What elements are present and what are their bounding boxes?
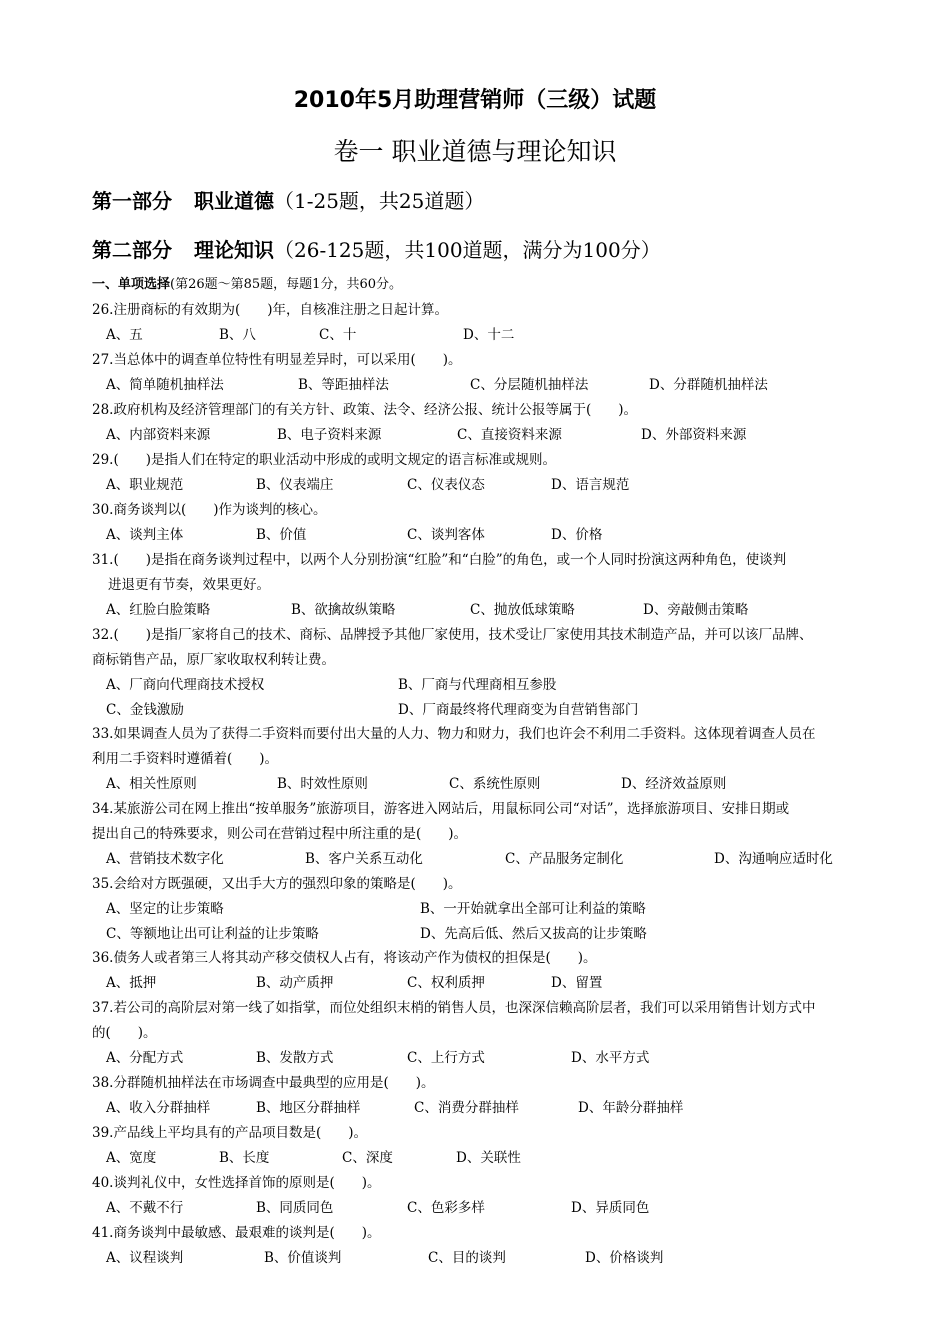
question-text: 35.会给对方既强硬，又出手大方的强烈印象的策略是( )。 bbox=[92, 876, 462, 892]
question-text bbox=[92, 548, 862, 598]
question-text: 39.产品线上平均具有的产品项目数是( )。 bbox=[92, 1125, 368, 1141]
part-one-label: 第一部分 bbox=[92, 189, 172, 213]
option-a: A、议程谈判 bbox=[106, 1250, 184, 1266]
question-text: 27.当总体中的调查单位特性有明显差异时，可以采用( )。 bbox=[92, 352, 462, 368]
part-two-name: 理论知识 bbox=[194, 238, 274, 262]
option-a: A、宽度 bbox=[106, 1150, 157, 1166]
question-line: 37.若公司的高阶层对第一线了如指掌，而位处组织末梢的销售人员，也深深信赖高阶层者，我们可以采用销售计划方式中 bbox=[92, 1000, 816, 1016]
option-b: B、客户关系互动化 bbox=[305, 851, 423, 867]
option-b: B、电子资料来源 bbox=[277, 427, 382, 443]
question-text: 41.商务谈判中最敏感、最艰难的谈判是( )。 bbox=[92, 1225, 381, 1241]
option-c: C、消费分群抽样 bbox=[414, 1100, 519, 1116]
option-b: B、一开始就拿出全部可让利益的策略 bbox=[420, 901, 646, 917]
option-d: D、经济效益原则 bbox=[621, 776, 727, 792]
option-c: C、分层随机抽样法 bbox=[470, 377, 589, 393]
question-text: 30.商务谈判以( )作为谈判的核心。 bbox=[92, 502, 327, 518]
option-d: D、旁敲侧击策略 bbox=[643, 602, 749, 618]
option-b: B、时效性原则 bbox=[277, 776, 368, 792]
option-b: B、动产质押 bbox=[256, 975, 334, 991]
question-text: 29.( )是指人们在特定的职业活动中形成的或明文规定的语言标准或规则。 bbox=[92, 452, 557, 468]
question-line: 34.某旅游公司在网上推出“按单服务”旅游项目，游客进入网站后，用鼠标同公司“对话”，选择旅游项目、安排日期或 bbox=[92, 801, 790, 817]
option-c: C、十 bbox=[319, 327, 357, 343]
option-b: B、等距抽样法 bbox=[298, 377, 389, 393]
question-line-continued: 商标销售产品，原厂家收取权利转让费。 bbox=[92, 652, 335, 668]
option-d: D、厂商最终将代理商变为自营销售部门 bbox=[398, 702, 639, 718]
question-text bbox=[92, 996, 862, 1046]
question-line-continued: 利用二手资料时遵循着( )。 bbox=[92, 751, 279, 767]
option-b: B、欲擒故纵策略 bbox=[291, 602, 396, 618]
option-a: A、相关性原则 bbox=[106, 776, 197, 792]
option-b: B、价值谈判 bbox=[264, 1250, 342, 1266]
exam-title: 2010年5月助理营销师（三级）试题 bbox=[293, 88, 657, 113]
option-a: A、红脸白脸策略 bbox=[106, 602, 211, 618]
question-text bbox=[92, 722, 862, 772]
option-a: A、谈判主体 bbox=[106, 527, 184, 543]
option-d: D、年龄分群抽样 bbox=[578, 1100, 684, 1116]
option-a: A、坚定的让步策略 bbox=[106, 901, 224, 917]
option-c: C、等额地让出可让利益的让步策略 bbox=[106, 926, 319, 942]
option-a: A、抵押 bbox=[106, 975, 157, 991]
section-note: (第26题～第85题，每题1分，共60分。 bbox=[170, 277, 402, 292]
option-b: B、地区分群抽样 bbox=[256, 1100, 361, 1116]
part-two-label: 第二部分 bbox=[92, 238, 172, 262]
option-c: C、权利质押 bbox=[407, 975, 485, 991]
question-text: 40.谈判礼仪中，女性选择首饰的原则是( )。 bbox=[92, 1175, 381, 1191]
option-c: C、抛放低球策略 bbox=[470, 602, 575, 618]
question-text bbox=[92, 623, 862, 673]
option-d: D、价格谈判 bbox=[585, 1250, 664, 1266]
option-c: C、深度 bbox=[342, 1150, 393, 1166]
part-two-range: （26-125题，共100道题，满分为100分） bbox=[274, 238, 661, 262]
option-b: B、价值 bbox=[256, 527, 307, 543]
section-single-choice-heading bbox=[92, 275, 402, 295]
option-a: A、简单随机抽样法 bbox=[106, 377, 224, 393]
option-d: D、异质同色 bbox=[571, 1200, 650, 1216]
part-one-range: （1-25题，共25道题） bbox=[274, 189, 485, 213]
option-d: D、关联性 bbox=[456, 1150, 521, 1166]
question-line-continued: 进退更有节奏，效果更好。 bbox=[108, 577, 270, 593]
question-text: 28.政府机构及经济管理部门的有关方针、政策、法令、经济公报、统计公报等属于( )。 bbox=[92, 402, 638, 418]
option-d: D、先高后低、然后又拔高的让步策略 bbox=[420, 926, 647, 942]
option-d: D、语言规范 bbox=[551, 477, 630, 493]
option-a: A、职业规范 bbox=[106, 477, 184, 493]
question-text: 38.分群随机抽样法在市场调查中最典型的应用是( )。 bbox=[92, 1075, 435, 1091]
part-one-name: 职业道德 bbox=[194, 189, 274, 213]
question-text: 36.债务人或者第三人将其动产移交债权人占有，将该动产作为债权的担保是( )。 bbox=[92, 950, 597, 966]
option-c: C、谈判客体 bbox=[407, 527, 485, 543]
option-c: C、系统性原则 bbox=[449, 776, 541, 792]
option-c: C、产品服务定制化 bbox=[505, 851, 624, 867]
option-d: D、十二 bbox=[463, 327, 515, 343]
question-text: 26.注册商标的有效期为( )年，自核准注册之日起计算。 bbox=[92, 302, 449, 318]
part-one-heading bbox=[92, 186, 484, 216]
option-d: D、分群随机抽样法 bbox=[649, 377, 768, 393]
option-b: B、同质同色 bbox=[256, 1200, 334, 1216]
option-c: C、上行方式 bbox=[407, 1050, 485, 1066]
option-b: B、长度 bbox=[219, 1150, 270, 1166]
option-b: B、发散方式 bbox=[256, 1050, 334, 1066]
question-line: 32.( )是指厂家将自己的技术、商标、品牌授予其他厂家使用，技术受让厂家使用其技术制造产品，并可以该厂品牌、 bbox=[92, 627, 813, 643]
option-b: B、八 bbox=[219, 327, 256, 343]
exam-subtitle: 卷一 职业道德与理论知识 bbox=[333, 137, 617, 166]
option-b: B、仪表端庄 bbox=[256, 477, 334, 493]
option-a: A、内部资料来源 bbox=[106, 427, 211, 443]
option-a: A、分配方式 bbox=[106, 1050, 184, 1066]
option-c: C、仪表仪态 bbox=[407, 477, 485, 493]
option-d: D、沟通响应适时化 bbox=[714, 851, 833, 867]
question-line-continued: 的( )。 bbox=[92, 1025, 157, 1041]
option-c: C、直接资料来源 bbox=[457, 427, 562, 443]
option-a: A、不戴不行 bbox=[106, 1200, 184, 1216]
option-a: A、营销技术数字化 bbox=[106, 851, 224, 867]
question-text bbox=[92, 797, 862, 847]
option-d: D、价格 bbox=[551, 527, 603, 543]
question-line-continued: 提出自己的特殊要求，则公司在营销过程中所注重的是( )。 bbox=[92, 826, 468, 842]
option-a: A、收入分群抽样 bbox=[106, 1100, 211, 1116]
option-a: A、厂商向代理商技术授权 bbox=[106, 677, 265, 693]
option-c: C、目的谈判 bbox=[428, 1250, 506, 1266]
option-d: D、水平方式 bbox=[571, 1050, 650, 1066]
option-d: D、外部资料来源 bbox=[641, 427, 747, 443]
question-line: 33.如果调查人员为了获得二手资料而要付出大量的人力、物力和财力，我们也许会不利用二手资料。这体现着调查人员在 bbox=[92, 726, 816, 742]
section-label: 一、单项选择 bbox=[92, 277, 171, 292]
option-a: A、五 bbox=[106, 327, 143, 343]
option-d: D、留置 bbox=[551, 975, 603, 991]
option-b: B、厂商与代理商相互参股 bbox=[398, 677, 557, 693]
part-two-heading bbox=[92, 235, 661, 265]
question-line: 31.( )是指在商务谈判过程中，以两个人分别扮演“红脸”和“白脸”的角色，或一个人同时扮演这两种角色，使谈判 bbox=[92, 552, 787, 568]
option-c: C、色彩多样 bbox=[407, 1200, 485, 1216]
option-c: C、金钱激励 bbox=[106, 702, 184, 718]
